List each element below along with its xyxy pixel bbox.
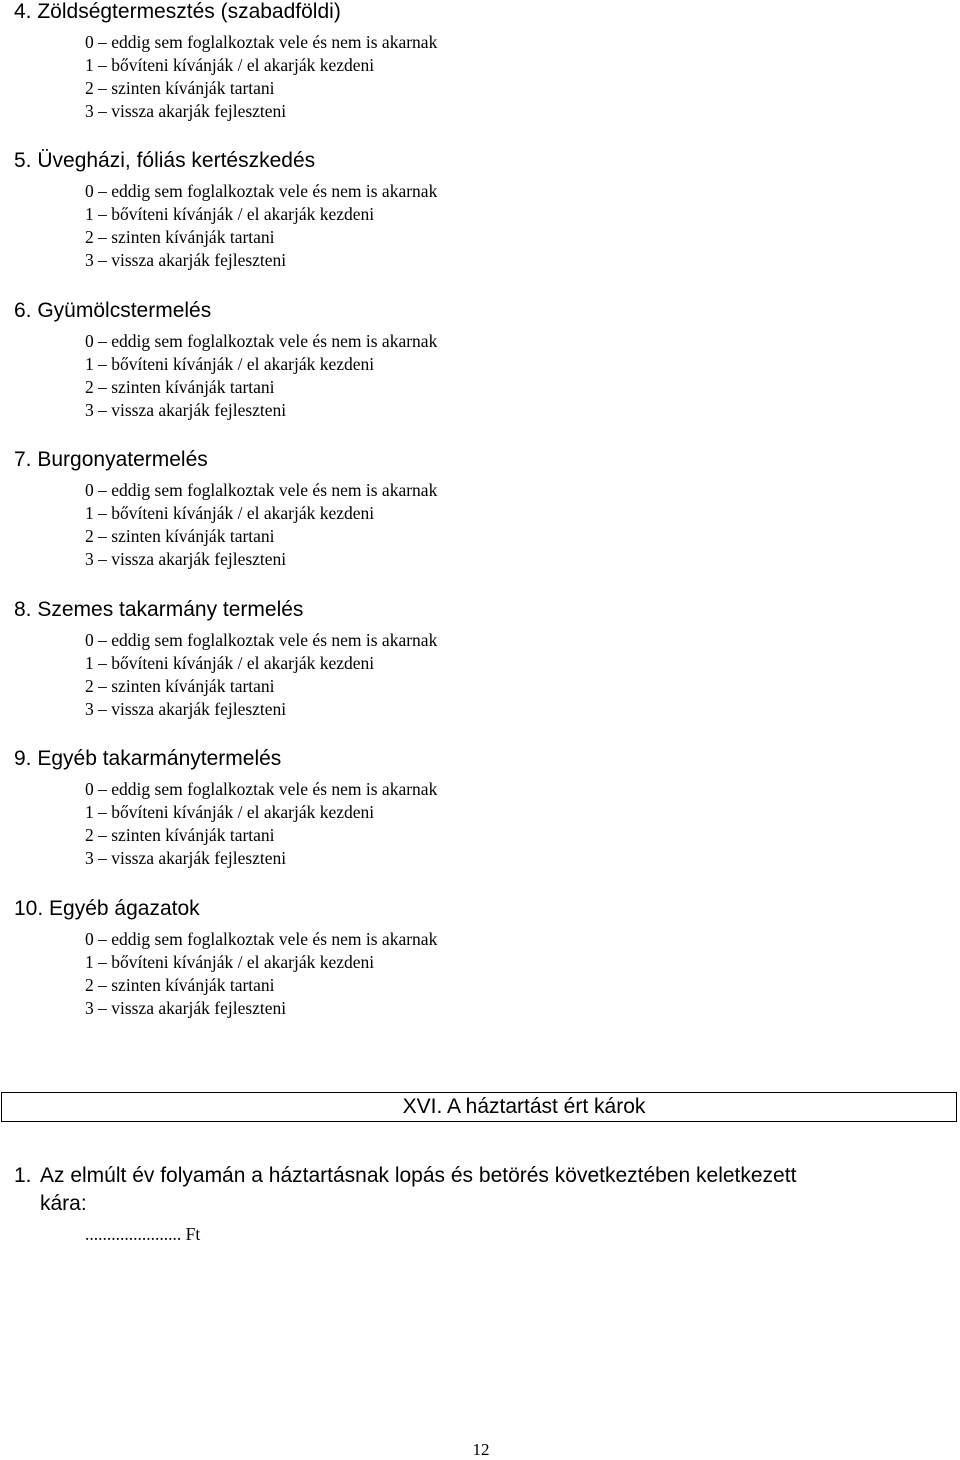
answer-option: 3 – vissza akarják fejleszteni xyxy=(85,400,287,420)
answer-option: 2 – szinten kívánják tartani xyxy=(85,676,275,696)
question-title: 10. Egyéb ágazatok xyxy=(14,897,200,920)
answer-option: 2 – szinten kívánják tartani xyxy=(85,227,275,247)
question-title: 5. Üvegházi, fóliás kertészkedés xyxy=(14,149,316,172)
answer-option: 3 – vissza akarják fejleszteni xyxy=(85,250,287,270)
answer-option: 1 – bővíteni kívánják / el akarják kezdeni xyxy=(85,55,375,75)
answer-option: 2 – szinten kívánják tartani xyxy=(85,377,275,397)
answer-option: 0 – eddig sem foglalkoztak vele és nem is akarnak xyxy=(85,630,438,650)
answer-option: 2 – szinten kívánják tartani xyxy=(85,78,275,98)
answer-option: 3 – vissza akarják fejleszteni xyxy=(85,699,287,719)
answer-option: 0 – eddig sem foglalkoztak vele és nem is akarnak xyxy=(85,331,438,351)
answer-option: 0 – eddig sem foglalkoztak vele és nem is akarnak xyxy=(85,929,438,949)
question-title: 8. Szemes takarmány termelés xyxy=(14,598,304,621)
question-title: 7. Burgonyatermelés xyxy=(14,448,208,471)
answer-option: 1 – bővíteni kívánják / el akarják kezdeni xyxy=(85,354,375,374)
question-text-line2: kára: xyxy=(40,1192,87,1215)
answer-option: 3 – vissza akarják fejleszteni xyxy=(85,549,287,569)
answer-option: 3 – vissza akarják fejleszteni xyxy=(85,998,287,1018)
question-title: 9. Egyéb takarmánytermelés xyxy=(14,747,282,770)
answer-option: 0 – eddig sem foglalkoztak vele és nem is akarnak xyxy=(85,779,438,799)
answer-option: 1 – bővíteni kívánják / el akarják kezdeni xyxy=(85,952,375,972)
section-title: XVI. A háztartást ért károk xyxy=(402,1095,646,1118)
answer-option: 2 – szinten kívánják tartani xyxy=(85,526,275,546)
answer-option: 1 – bővíteni kívánják / el akarják kezdeni xyxy=(85,653,375,673)
damage-question xyxy=(14,1162,944,1218)
answer-option: 0 – eddig sem foglalkoztak vele és nem is akarnak xyxy=(85,32,438,52)
question-title: 4. Zöldségtermesztés (szabadföldi) xyxy=(14,0,341,23)
answer-option: 3 – vissza akarják fejleszteni xyxy=(85,848,287,868)
answer-option: 3 – vissza akarják fejleszteni xyxy=(85,101,287,121)
page-number: 12 xyxy=(472,1440,490,1459)
question-number: 1. xyxy=(14,1164,32,1187)
section-heading-box xyxy=(1,1092,957,1122)
answer-option: 2 – szinten kívánják tartani xyxy=(85,825,275,845)
answer-option: 0 – eddig sem foglalkoztak vele és nem is akarnak xyxy=(85,480,438,500)
answer-option: 1 – bővíteni kívánják / el akarják kezdeni xyxy=(85,204,375,224)
answer-option: 2 – szinten kívánják tartani xyxy=(85,975,275,995)
answer-option: 1 – bővíteni kívánják / el akarják kezdeni xyxy=(85,802,375,822)
question-text-line1: Az elmúlt év folyamán a háztartásnak lopás és betörés következtében keletkezett xyxy=(40,1164,797,1187)
answer-option: 0 – eddig sem foglalkoztak vele és nem is akarnak xyxy=(85,181,438,201)
answer-option: 1 – bővíteni kívánják / el akarják kezdeni xyxy=(85,503,375,523)
amount-answer-field[interactable]: ...................... Ft xyxy=(85,1224,201,1244)
question-title: 6. Gyümölcstermelés xyxy=(14,299,212,322)
